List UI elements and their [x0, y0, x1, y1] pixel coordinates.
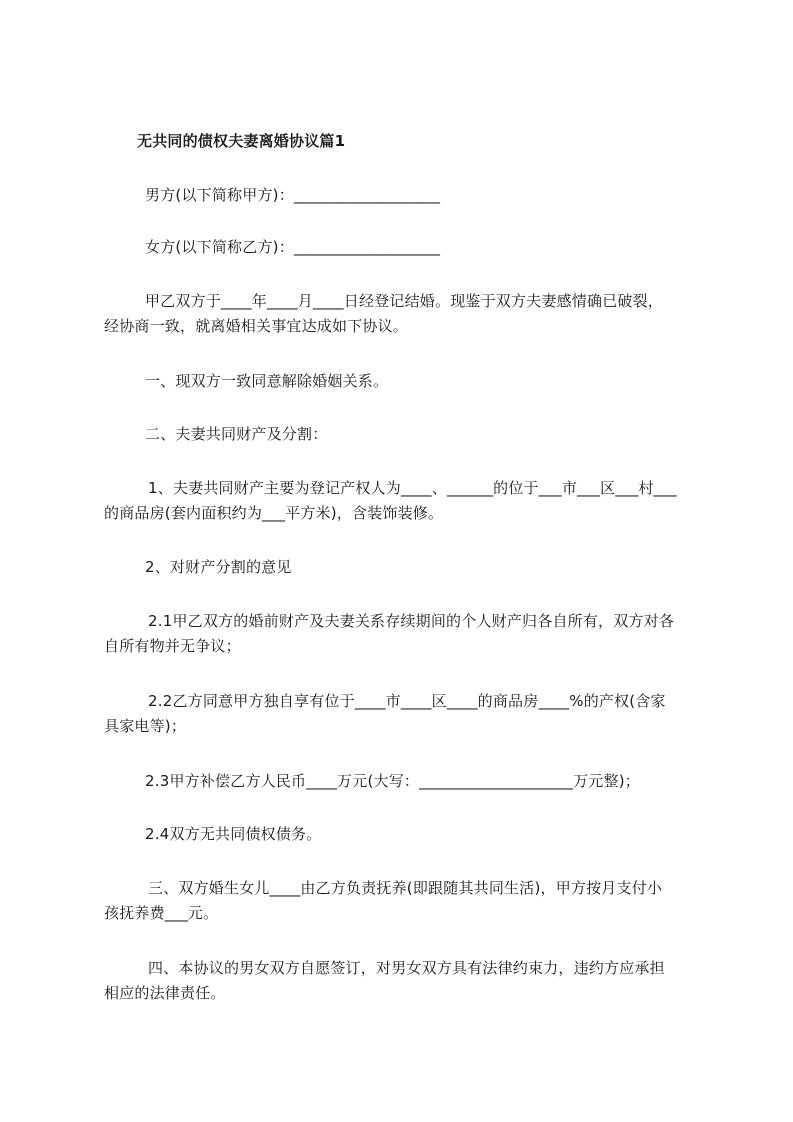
paragraph-line: 一、现双方一致同意解除婚姻关系。: [145, 372, 389, 390]
paragraph-line: 自所有物并无争议；: [104, 637, 241, 655]
paragraph-line: 2.1甲乙双方的婚前财产及夫妻关系存续期间的个人财产归各自所有，双方对各: [148, 612, 675, 630]
paragraph-line: 1、夫妻共同财产主要为登记产权人为____、______的位于___市___区___村___: [148, 479, 677, 497]
paragraph-line: 经协商一致，就离婚相关事宜达成如下协议。: [104, 317, 409, 335]
paragraph-line: 2.4双方无共同债权债务。: [145, 825, 322, 843]
paragraph-line: 2.2乙方同意甲方独自享有位于____市____区____的商品房____%的产权(含家: [148, 692, 666, 710]
paragraph-line: 甲乙双方于____年____月____日经登记结婚。现鉴于双方夫妻感情确已破裂，: [145, 292, 664, 310]
paragraph-line: 三、双方婚生女儿____由乙方负责抚养(即跟随其共同生活)，甲方按月支付小: [148, 879, 663, 897]
paragraph-line: 2.3甲方补偿乙方人民币____万元(大写：____________________万元整)；: [145, 772, 640, 790]
paragraph-line: 具家电等)；: [104, 717, 187, 735]
paragraph-line: 男方(以下简称甲方)：___________________: [145, 186, 441, 204]
paragraph-line: 2、对财产分割的意见: [145, 558, 292, 576]
paragraph-line: 孩抚养费___元。: [104, 904, 219, 922]
paragraph-line: 女方(以下简称乙方)：___________________: [145, 238, 441, 256]
document-title: 无共同的债权夫妻离婚协议篇1: [137, 132, 346, 150]
paragraph-line: 相应的法律责任。: [104, 984, 226, 1002]
paragraph-line: 二、夫妻共同财产及分割：: [145, 425, 328, 443]
paragraph-line: 四、本协议的男女双方自愿签订，对男女双方具有法律约束力，违约方应承担: [148, 959, 665, 977]
paragraph-line: 的商品房(套内面积约为___平方米)，含装饰装修。: [104, 504, 444, 522]
